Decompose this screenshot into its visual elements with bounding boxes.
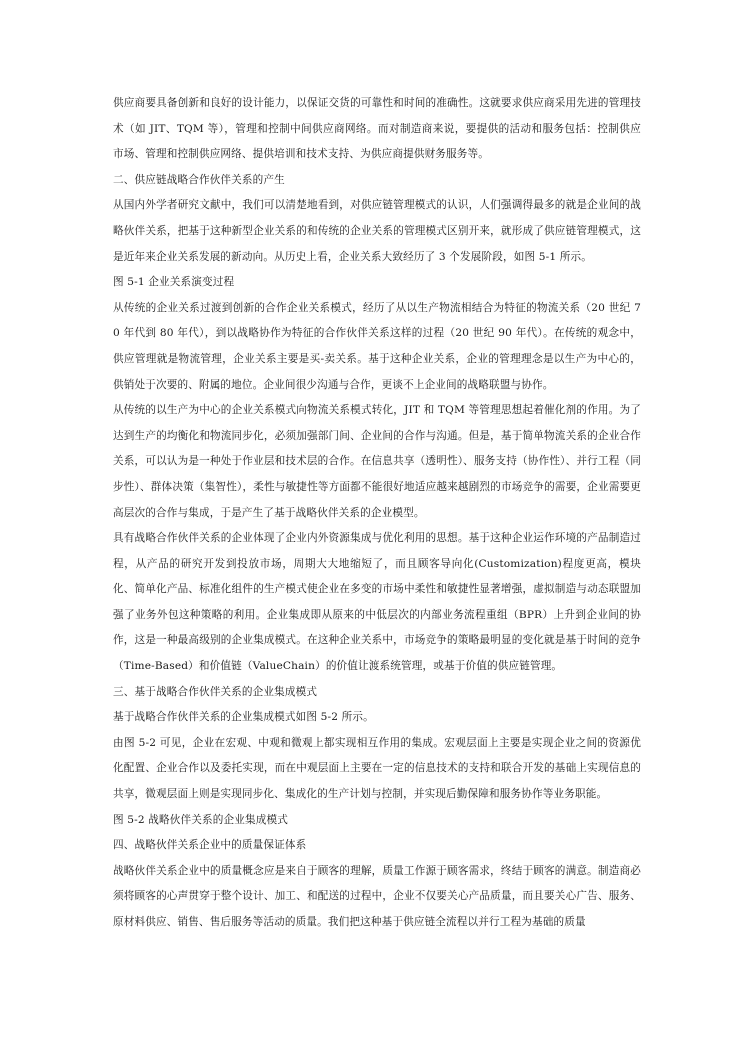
- paragraph-figure-5-2-intro: 基于战略合作伙伴关系的企业集成模式如图 5-2 所示。: [113, 711, 374, 724]
- paragraph-strategic-partnership: 具有战略合作伙伴关系的企业体现了企业内外资源集成与优化利用的思想。基于这种企业运作环境的产品制造过程，从产品的研究开发到投放市场，周期大大地缩短了，而且顾客导向化(Customization)程度更高，模块化、简单化产品、标准化组件的生产模式使企业在多变的市场中柔性和敏捷性显著增强，虚拟制造与动态联盟加强了业务外包这种策略的利用。企业集成即从原来的中低层次的内部业务流程重组（BPR）上升到企业间的协作，这是一种最高级别的企业集成模式。在这种企业关系中，市场竞争的策略最明显的变化就是基于时间的竞争（Time-Based）和价值链（ValueChain）的价值让渡系统管理，或基于价值的供应链管理。: [113, 532, 641, 673]
- section-heading-3: 三、基于战略合作伙伴关系的企业集成模式: [113, 685, 318, 698]
- paragraph-quality-assurance: 战略伙伴关系企业中的质量概念应是来自于顾客的理解，质量工作源于顾客需求，终结于顾客的满意。制造商必须将顾客的心声贯穿于整个设计、加工、和配送的过程中，企业不仅要关心产品质量，而且要关心广告、服务、原材料供应、销售、售后服务等活动的质量。我们把这种基于供应链全流程以并行工程为基础的质量: [113, 864, 641, 928]
- figure-caption-5-2: 图 5-2 战略伙伴关系的企业集成模式: [113, 813, 288, 826]
- paragraph-traditional-relations: 从传统的企业关系过渡到创新的合作企业关系模式，经历了从以生产物流相结合为特征的物流关系（20 世纪 70 年代到 80 年代），到以战略协作为特征的合作伙伴关系这样的过程（20 世纪 90 年代）。在传统的观念中，供应管理就是物流管理，企业关系主要是买-卖关系。基于这种企业关系，企业的管理理念是以生产为中心的，供销处于次要的、附属的地位。企业间很少沟通与合作，更谈不上企业间的战略联盟与协作。: [113, 301, 641, 391]
- paragraph-jit-tqm: 从传统的以生产为中心的企业关系模式向物流关系模式转化，JIT 和 TQM 等管理思想起着催化剂的作用。为了达到生产的均衡化和物流同步化，必须加强部门间、企业间的合作与沟通。但是，基于简单物流关系的企业合作关系，可以认为是一种处于作业层和技术层的合作。在信息共享（透明性）、服务支持（协作性）、并行工程（同步性）、群体决策（集智性），柔性与敏捷性等方面都不能很好地适应越来越剧烈的市场竞争的需要，企业需要更高层次的合作与集成，于是产生了基于战略伙伴关系的企业模型。: [113, 404, 641, 519]
- section-heading-2: 二、供应链战略合作伙伴关系的产生: [113, 173, 285, 186]
- paragraph-integration-levels: 由图 5-2 可见，企业在宏观、中观和微观上都实现相互作用的集成。宏观层面上主要是实现企业之间的资源优化配置、企业合作以及委托实现，而在中观层面上主要在一定的信息技术的支持和联合开发的基础上实现信息的共享，微观层面上则是实现同步化、集成化的生产计划与控制，并实现后勤保障和服务协作等业务职能。: [113, 736, 641, 801]
- document-page: [113, 91, 641, 936]
- section-heading-4: 四、战略伙伴关系企业中的质量保证体系: [113, 839, 307, 852]
- paragraph-supplier-capability: 供应商要具备创新和良好的设计能力，以保证交货的可靠性和时间的准确性。这就要求供应商采用先进的管理技术（如 JIT、TQM 等），管理和控制中间供应商网络。而对制造商来说，要提供的活动和服务包括：控制供应市场、管理和控制供应网络、提供培训和技术支持、为供应商提供财务服务等。: [113, 97, 641, 161]
- figure-caption-5-1: 图 5-1 企业关系演变过程: [113, 276, 235, 289]
- paragraph-literature-review: 从国内外学者研究文献中，我们可以清楚地看到，对供应链管理模式的认识，人们强调得最多的就是企业间的战略伙伴关系，把基于这种新型企业关系的和传统的企业关系的管理模式区别开来，就形成了供应链管理模式，这是近年来企业关系发展的新动向。从历史上看，企业关系大致经历了 3 个发展阶段，如图 5-1 所示。: [113, 199, 641, 263]
